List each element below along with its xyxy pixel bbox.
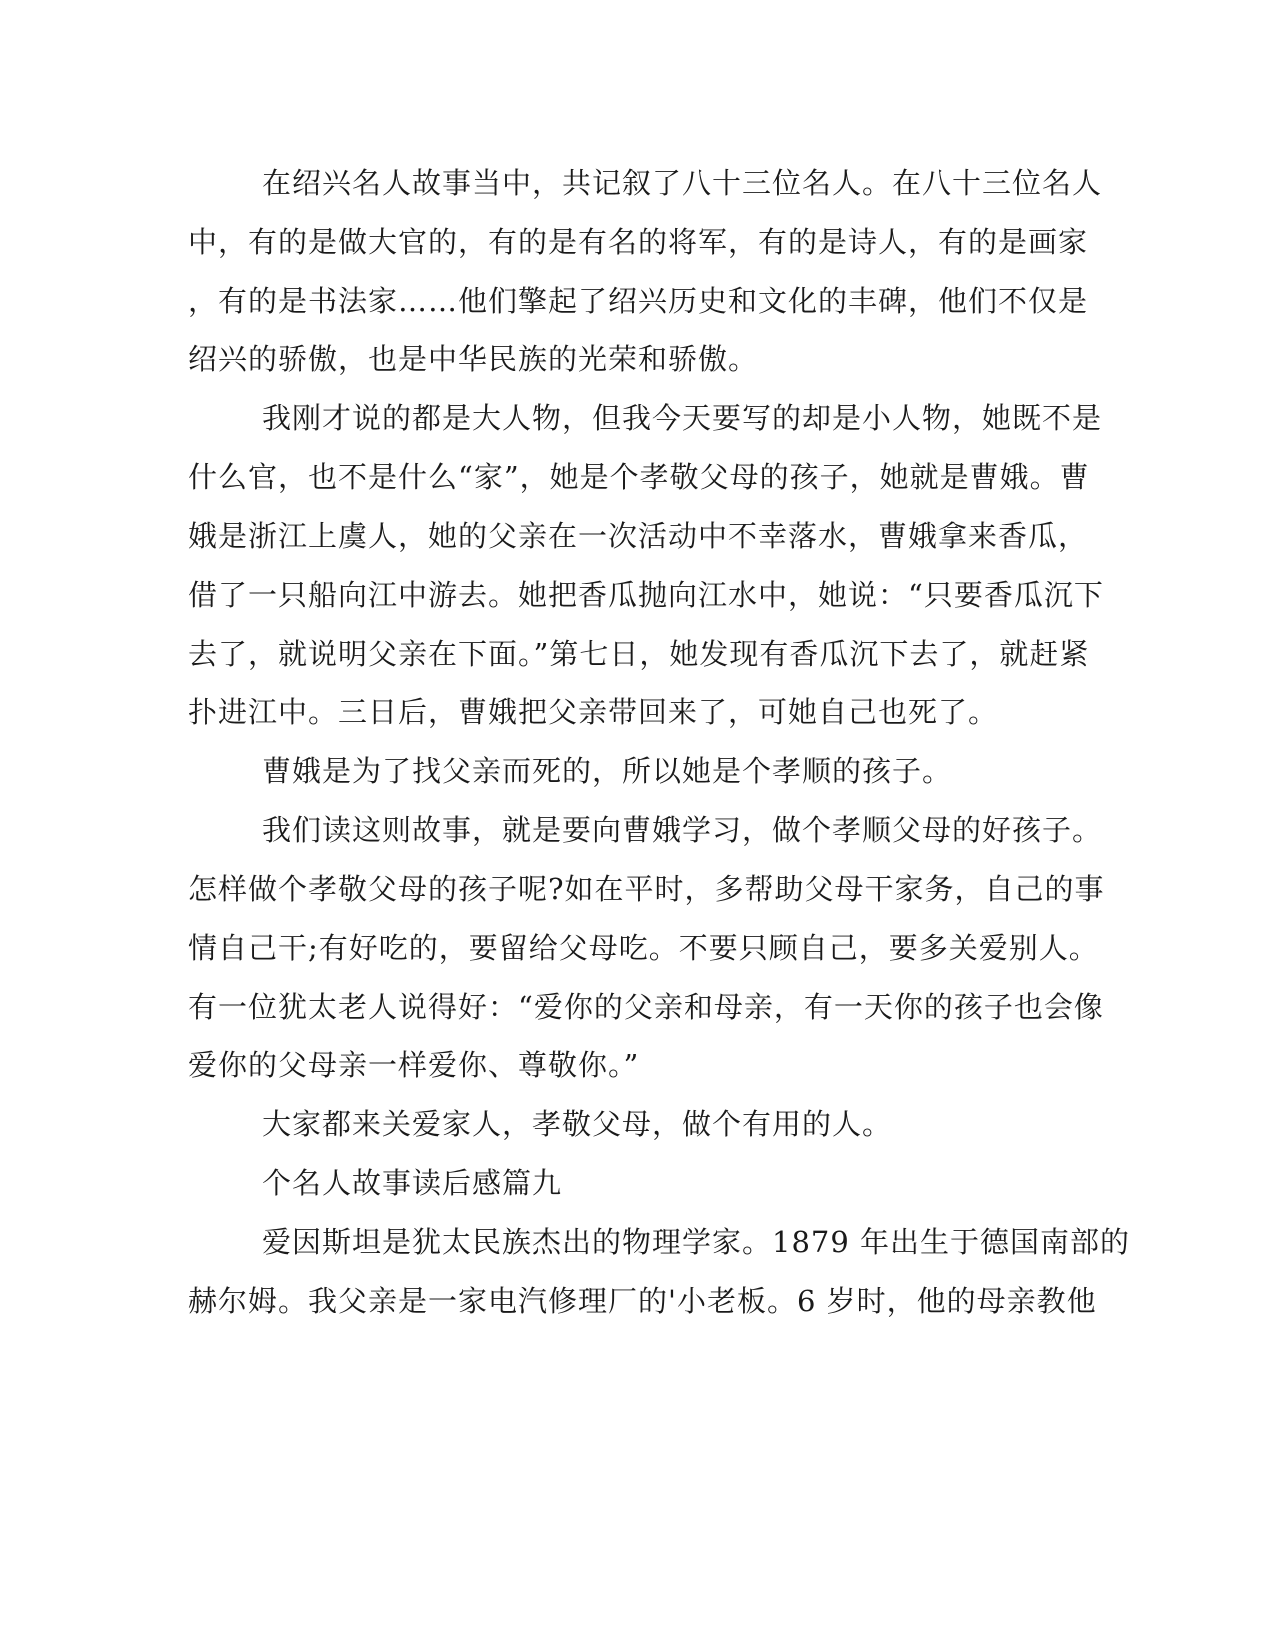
text-line: 我刚才说的都是大人物，但我今天要写的却是小人物，她既不是 [262,401,1103,435]
text-line: 娥是浙江上虞人，她的父亲在一次活动中不幸落水，曹娥拿来香瓜， [188,519,1089,553]
text-line: 曹娥是为了找父亲而死的，所以她是个孝顺的孩子。 [262,754,953,788]
text-line: 在绍兴名人故事当中，共记叙了八十三位名人。在八十三位名人 [262,166,1103,200]
text-line: 什么官，也不是什么“家”，她是个孝敬父母的孩子，她就是曹娥。曹 [188,460,1090,494]
text-line: 绍兴的骄傲，也是中华民族的光荣和骄傲。 [188,342,759,376]
text-line: 借了一只船向江中游去。她把香瓜抛向江水中，她说：“只要香瓜沉下 [188,578,1104,612]
text-line: 扑进江中。三日后，曹娥把父亲带回来了，可她自己也死了。 [188,695,999,729]
text-line: 赫尔姆。我父亲是一家电汽修理厂的'小老板。6 岁时，他的母亲教他 [188,1284,1097,1318]
text-line: 怎样做个孝敬父母的孩子呢?如在平时，多帮助父母干家务，自己的事 [188,872,1105,906]
text-line: 大家都来关爱家人，孝敬父母，做个有用的人。 [262,1107,893,1141]
text-line: 爱因斯坦是犹太民族杰出的物理学家。1879 年出生于德国南部的 [262,1225,1131,1259]
text-line: 有一位犹太老人说得好：“爱你的父亲和母亲，有一天你的孩子也会像 [188,990,1104,1024]
section-heading: 个名人故事读后感篇九 [262,1166,563,1200]
text-line: 中，有的是做大官的，有的是有名的将军，有的是诗人，有的是画家 [188,225,1089,259]
text-line: 去了，就说明父亲在下面。”第七日，她发现有香瓜沉下去了，就赶紧 [188,637,1090,671]
text-line: 我们读这则故事，就是要向曹娥学习，做个孝顺父母的好孩子。 [262,813,1103,847]
text-line: ，有的是书法家……他们擎起了绍兴历史和文化的丰碑，他们不仅是 [188,284,1089,318]
text-line: 情自己干;有好吃的，要留给父母吃。不要只顾自己，要多关爱别人。 [188,931,1099,965]
text-line: 爱你的父母亲一样爱你、尊敬你。” [188,1048,640,1082]
